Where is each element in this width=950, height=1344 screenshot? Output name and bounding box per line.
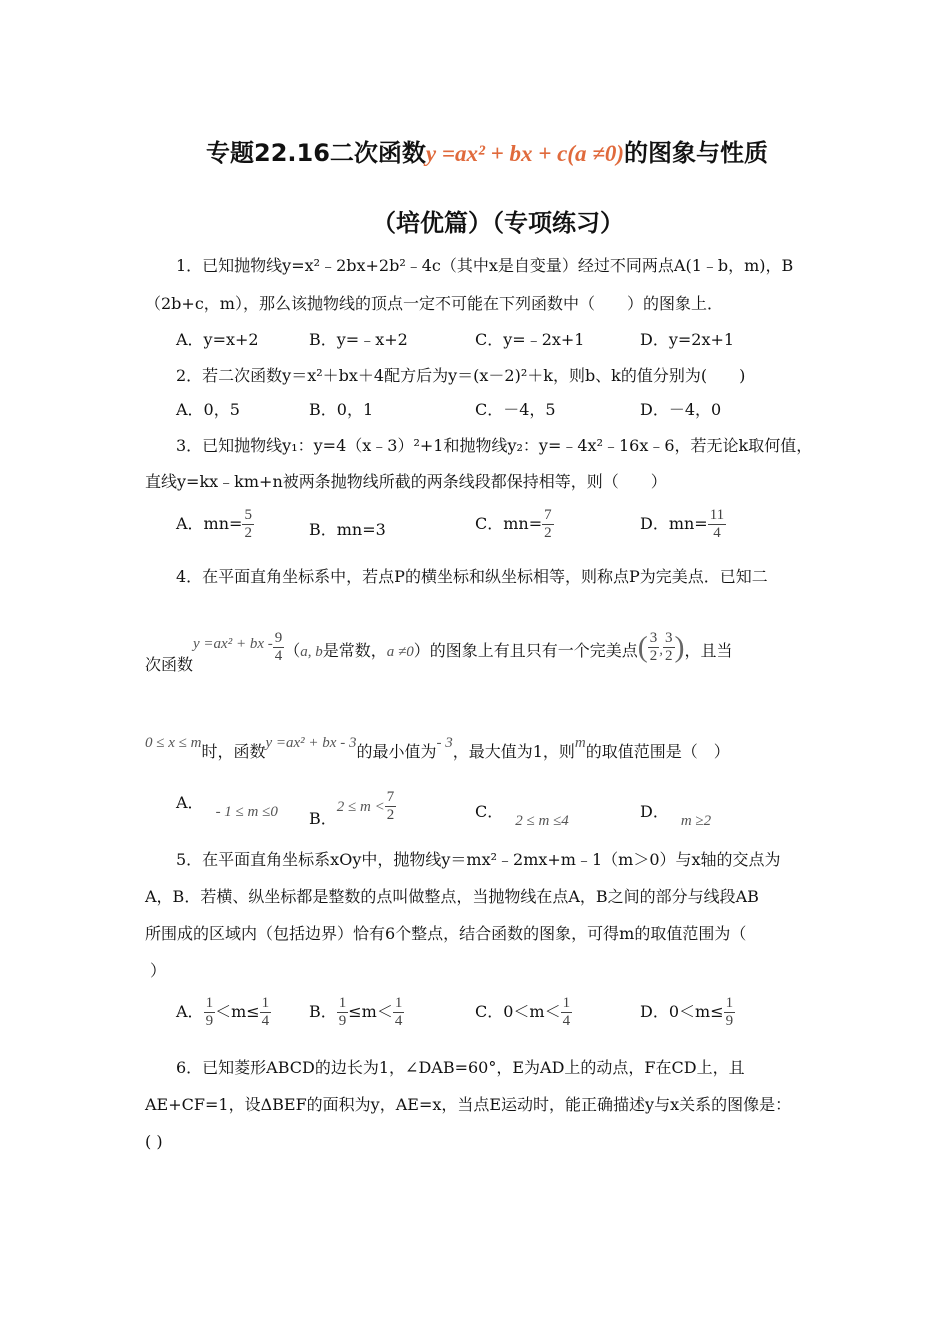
denominator: 9 (725, 1013, 734, 1029)
q5-text-line2: A，B．若横、纵坐标都是整数的点叫做整点，当抛物线在点A，B之间的部分与线段AB (145, 887, 759, 906)
title-prefix: 专题22.16二次函数 (206, 139, 426, 167)
q3-option-b: B．mn=3 (309, 520, 386, 539)
q4-option-b-label: B． (309, 809, 337, 828)
denominator: 4 (713, 525, 721, 541)
q2-option-c: C．－4，5 (475, 400, 556, 419)
q5-option-c (475, 995, 572, 1030)
q6-text-line3: ( ) (145, 1132, 163, 1151)
q6-text-line2: AE+CF=1，设ΔBEF的面积为y，AE=x，当点E运动时，能正确描述y与x关系的图像是： (145, 1095, 792, 1114)
q4-text-line2 (145, 630, 733, 675)
q3-option-c-label: C．mn= (475, 514, 543, 533)
q5-option-a (176, 995, 271, 1030)
denominator: 4 (261, 1013, 270, 1029)
q1-option-a: A．y=x+2 (176, 330, 259, 349)
q5-option-c-pre: 0＜m＜ (503, 1002, 561, 1021)
q4-l2-a: 次函数 (145, 655, 194, 674)
denominator: 4 (274, 648, 283, 664)
q4-text-line1: 4．在平面直角坐标系中，若点P的横坐标和纵坐标相等，则称点P为完美点．已知二 (176, 567, 768, 586)
q4-l3-c: ，最大值为1，则 (452, 742, 575, 761)
q3-option-d (640, 507, 726, 542)
q1-option-b: B．y=﹣x+2 (309, 330, 408, 349)
q4-function-2: y =ax² + bx - 3 (265, 735, 357, 751)
numerator: 1 (205, 995, 214, 1011)
q4-l2-e: ，且当 (684, 641, 733, 660)
numerator: 5 (244, 507, 252, 523)
numerator: 7 (544, 507, 552, 523)
q4-l3-d: 的取值范围是（ ） (585, 742, 730, 761)
q2-option-a: A．0，5 (176, 400, 240, 419)
q5-text-line3: 所围成的区域内（包括边界）恰有6个整点，结合函数的图象，可得m的取值范围为（ (145, 924, 747, 943)
numerator: 3 (665, 630, 673, 646)
numerator: 9 (274, 630, 283, 646)
q5-option-c-label: C． (475, 1002, 504, 1021)
numerator: 7 (386, 789, 395, 805)
q4-text-line3 (145, 732, 730, 761)
page-subtitle: （培优篇）（专项练习） (372, 209, 624, 237)
q4-l3-b: 的最小值为 (356, 742, 437, 761)
q4-option-d (640, 802, 712, 829)
q4-m: m (574, 735, 586, 751)
q3-option-d-fraction (708, 507, 726, 542)
q3-option-a-fraction (242, 507, 254, 542)
q4-option-b-expr: 2 ≤ m < (336, 799, 385, 815)
q5-option-d (640, 995, 735, 1030)
denominator: 2 (665, 648, 673, 664)
fraction (724, 995, 736, 1030)
right-paren: ) (674, 630, 685, 664)
q4-min-value: - 3 (436, 735, 453, 751)
q4-point-y (663, 630, 675, 665)
fraction (393, 995, 405, 1030)
comma: , (659, 642, 664, 658)
denominator: 9 (338, 1013, 347, 1029)
q5-option-a-mid: ＜m≤ (215, 1002, 260, 1021)
q3-text-line2: 直线y=kx﹣km+n被两条抛物线所截的两条线段都保持相等，则（ ） (145, 472, 667, 491)
q1-text-line2: （2b+c，m），那么该抛物线的顶点一定不可能在下列函数中（ ）的图象上． (145, 294, 723, 313)
q2-option-b: B．0，1 (309, 400, 374, 419)
q1-option-c: C．y=﹣2x+1 (475, 330, 585, 349)
q4-option-a-expr: - 1 ≤ m ≤0 (215, 804, 278, 820)
q4-option-a (176, 793, 278, 820)
numerator: 1 (725, 995, 734, 1011)
title-formula: y =ax² + bx + c(a ≠0) (425, 141, 624, 166)
q4-option-b-fraction (385, 789, 397, 824)
denominator: 2 (544, 525, 552, 541)
numerator: 1 (394, 995, 403, 1011)
q4-option-d-expr: m ≥2 (680, 813, 712, 829)
q5-option-b (309, 995, 404, 1030)
denominator: 2 (244, 525, 252, 541)
q4-ab: a, b (300, 644, 323, 660)
q3-text-line1: 3．已知抛物线y₁：y=4（x﹣3）²+1和抛物线y₂：y=﹣4x²﹣16x﹣6，若无论k取何值， (176, 436, 813, 455)
q5-option-d-pre: 0＜m≤ (668, 1002, 724, 1021)
q5-text-line4: ） (150, 961, 167, 980)
denominator: 9 (205, 1013, 214, 1029)
numerator: 1 (562, 995, 571, 1011)
q2-option-d: D．－4，0 (640, 400, 722, 419)
q4-l3-a: 时，函数 (201, 742, 266, 761)
q4-option-b (309, 789, 396, 828)
q4-option-c-expr: 2 ≤ m ≤4 (515, 813, 569, 829)
q4-point-x (648, 630, 660, 665)
q4-a-neq-0: a ≠0 (386, 644, 414, 660)
numerator: 1 (338, 995, 347, 1011)
q5-option-d-label: D． (640, 1002, 669, 1021)
denominator: 4 (394, 1013, 403, 1029)
q1-option-d: D．y=2x+1 (640, 330, 735, 349)
q2-text-line1: 2．若二次函数y＝x²＋bx＋4配方后为y＝(x－2)²＋k，则b、k的值分别为( ) (176, 366, 746, 385)
denominator: 2 (649, 648, 658, 664)
q4-l2-d: ）的图象上有且只有一个完美点 (413, 641, 638, 660)
numerator: 3 (649, 630, 658, 646)
q5-option-b-label: B． (309, 1002, 337, 1021)
q4-l2-c: 是常数， (322, 641, 387, 660)
denominator: 4 (562, 1013, 571, 1029)
q5-option-a-label: A． (176, 1002, 204, 1021)
q4-option-c (475, 802, 569, 829)
q5-text-line1: 5．在平面直角坐标系xOy中，抛物线y＝mx²﹣2mx+m﹣1（m＞0）与x轴的交点为 (176, 850, 781, 869)
fraction (204, 995, 216, 1030)
q4-option-a-label: A． (176, 793, 204, 812)
q1-text-line1: 1．已知抛物线y=x²﹣2bx+2b²﹣4c（其中x是自变量）经过不同两点A(1﹣b，m)，B (176, 256, 794, 275)
q3-option-a (176, 507, 254, 542)
q4-function-1-fraction (273, 630, 285, 665)
q3-option-c (475, 507, 554, 542)
fraction (260, 995, 272, 1030)
q3-option-a-label: A．mn= (176, 514, 243, 533)
fraction (337, 995, 349, 1030)
q4-option-c-label: C． (475, 802, 504, 821)
title-suffix: 的图象与性质 (624, 139, 768, 167)
q4-l2-b: （ (284, 641, 301, 660)
q4-range: 0 ≤ x ≤ m (145, 735, 202, 751)
q4-function-1: y =ax² + bx - (193, 636, 273, 652)
q3-option-c-fraction (542, 507, 554, 542)
fraction (561, 995, 573, 1030)
page-title (206, 133, 768, 168)
numerator: 1 (261, 995, 270, 1011)
q3-option-d-label: D．mn= (640, 514, 708, 533)
q5-option-b-mid: ≤m＜ (348, 1002, 393, 1021)
numerator: 11 (709, 507, 725, 523)
q6-text-line1: 6．已知菱形ABCD的边长为1，∠DAB=60°，E为AD上的动点，F在CD上，且 (176, 1058, 745, 1077)
denominator: 2 (386, 807, 395, 823)
q4-option-d-label: D． (640, 802, 669, 821)
left-paren: ( (637, 630, 648, 664)
